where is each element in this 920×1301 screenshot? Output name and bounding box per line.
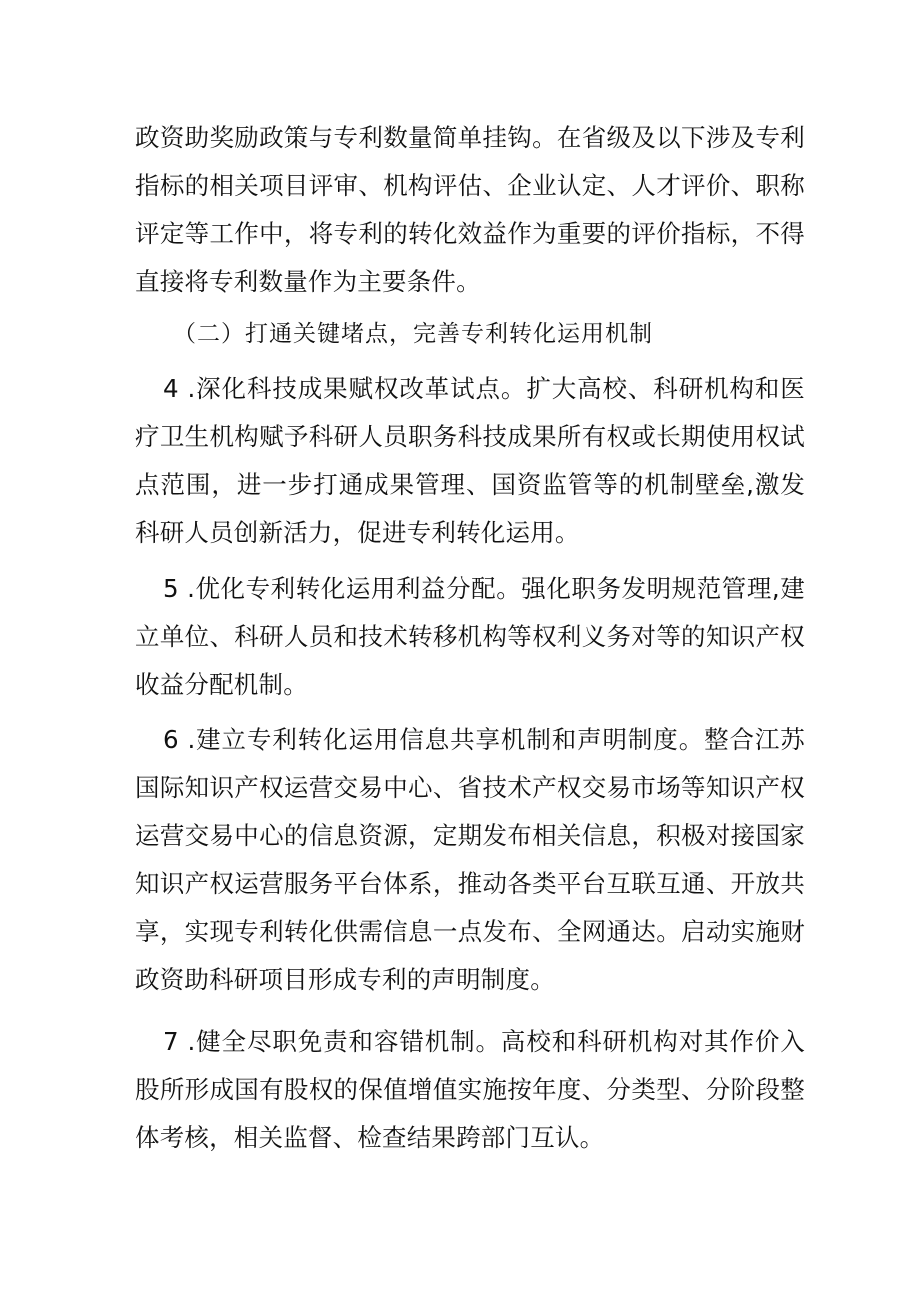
paragraph-item-6: 6 .建立专利转化运用信息共享机制和声明制度。整合江苏国际知识产权运营交易中心、省技术产权交易市场等知识产权运营交易中心的信息资源，定期发布相关信息，积极对接国家知识产权运营服务平台体系，推动各类平台互联互通、开放共享，实现专利转化供需信息一点发布、全网通达。启动实施财政资助科研项目形成专利的声明制度。 — [135, 725, 805, 994]
section-heading: （二）打通关键堵点，完善专利转化运用机制 — [173, 321, 653, 347]
continued-paragraph: 政资助奖励政策与专利数量简单挂钩。在省级及以下涉及专利指标的相关项目评审、机构评估、企业认定、人才评价、职称评定等工作中，将专利的转化效益作为重要的评价指标，不得直接将专利数量作为主要条件。 — [135, 123, 805, 296]
paragraph-item-7: 7 .健全尽职免责和容错机制。高校和科研机构对其作价入股所形成国有股权的保值增值实施按年度、分类型、分阶段整体考核，相关监督、检查结果跨部门互认。 — [135, 1027, 805, 1152]
paragraph-item-5: 5 .优化专利转化运用利益分配。强化职务发明规范管理,建立单位、科研人员和技术转移机构等权利义务对等的知识产权收益分配机制。 — [135, 574, 805, 699]
paragraph-item-4: 4 .深化科技成果赋权改革试点。扩大高校、科研机构和医疗卫生机构赋予科研人员职务科技成果所有权或长期使用权试点范围，进一步打通成果管理、国资监管等的机制壁垒,激发科研人员创新活力，促进专利转化运用。 — [135, 374, 805, 547]
